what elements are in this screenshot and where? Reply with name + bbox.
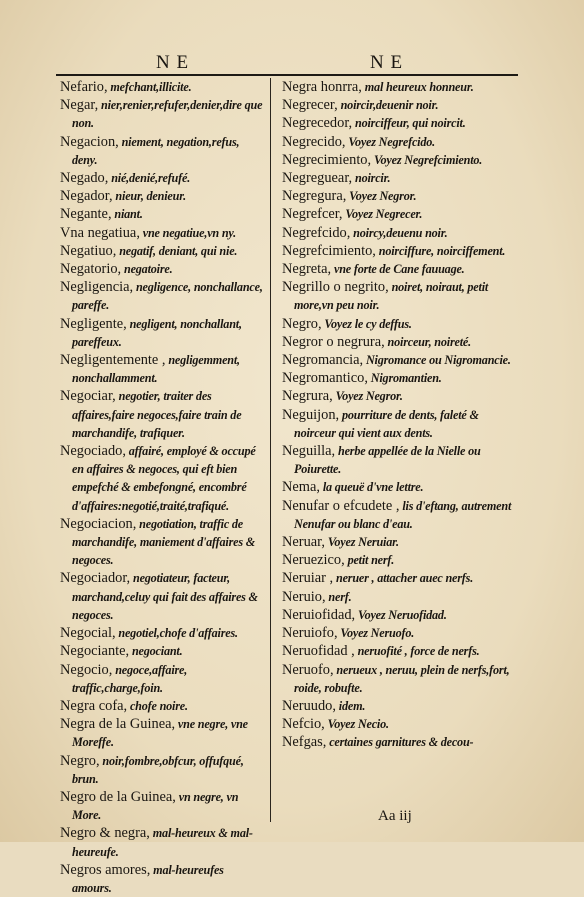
entry-headword: Negrillo o negrito, (282, 279, 389, 296)
entry-definition: Voyez Negror. (346, 189, 417, 204)
dictionary-entry (282, 588, 518, 606)
entry-headword: Negra honrra, (282, 79, 362, 95)
entry-headword: Negro de la Guinea, (60, 788, 176, 805)
entry-headword: Neguilla, (282, 443, 336, 460)
dictionary-entry (60, 387, 264, 442)
entry-headword: Negatorio, (60, 261, 122, 278)
entry-definition: noircy,deuenu noir. (350, 225, 448, 240)
dictionary-entry (60, 351, 264, 387)
entry-headword: Negreguear, (282, 170, 353, 187)
entry-definition: negatoire. (121, 262, 173, 277)
dictionary-entry (60, 715, 264, 751)
entry-headword: Negrefcimiento, (282, 242, 376, 259)
entry-definition: negligent, nonchallant, pareffeux. (72, 316, 242, 349)
entry-definition: Voyez Neruiar. (324, 535, 399, 550)
column-divider (270, 78, 271, 822)
entry-definition: pourriture de dents, faleté & noirceur qui vient aux dents. (294, 407, 479, 440)
dictionary-entry (282, 187, 518, 205)
entry-headword: Nefgas, (282, 734, 327, 751)
entry-definition: nerf. (325, 589, 352, 604)
dictionary-entry (60, 569, 264, 624)
dictionary-entry (282, 114, 518, 132)
header-right-letters: N E (370, 52, 404, 73)
entry-definition: nier,renier,refufer,denier,dire que non. (72, 98, 263, 131)
entry-headword: Negacion, (60, 133, 119, 150)
entry-definition: negotiateur, facteur, marchand,celuy qui fait des affaires & negoces. (72, 571, 258, 622)
entry-definition: niant. (111, 207, 143, 222)
entry-headword: Negror o negrura, (282, 333, 385, 350)
entry-definition: nerueux , neruu, plein de nerfs,fort, roide, robufte. (294, 662, 510, 695)
entry-definition: vne negre, vne Moreffe. (72, 717, 248, 750)
entry-definition: mefchant,illicite. (107, 80, 192, 94)
entry-definition: chofe noire. (127, 698, 188, 713)
entry-headword: Negocial, (60, 625, 116, 642)
dictionary-entry (60, 661, 264, 697)
dictionary-entry (282, 351, 518, 369)
dictionary-entry (282, 315, 518, 333)
entry-definition: lis d'eftang, autrement Nenufar ou blanc d'eau. (294, 498, 512, 531)
entry-headword: Negociador, (60, 570, 131, 587)
signature-mark: Aa iij (378, 808, 412, 824)
entry-definition: negoce,affaire, traffic,charge,foin. (72, 662, 188, 695)
entry-definition: Voyez le cy deffus. (321, 316, 412, 331)
dictionary-entry (282, 96, 518, 114)
entry-definition: petit nerf. (344, 553, 395, 568)
dictionary-entry (60, 169, 264, 187)
entry-headword: Negrecer, (282, 97, 338, 114)
header-left-letters: N E (156, 52, 190, 73)
entry-headword: Neruiar , (282, 570, 334, 587)
entry-headword: Negrecido, (282, 133, 346, 150)
entry-headword: Negrura, (282, 388, 333, 405)
entry-headword: Negador, (60, 188, 113, 205)
dictionary-entry (282, 733, 518, 751)
entry-headword: Neruofidad , (282, 643, 355, 660)
dictionary-entry (282, 697, 518, 715)
entry-headword: Negra cofa, (60, 697, 128, 714)
entry-headword: Negar, (60, 97, 99, 114)
dictionary-entry (60, 224, 264, 242)
entry-definition: noircir,deuenir noir. (337, 98, 439, 113)
left-column (60, 78, 264, 897)
entry-definition: Voyez Negrefcido. (345, 134, 436, 149)
entry-headword: Negros amores, (60, 861, 151, 878)
dictionary-entry (282, 497, 518, 533)
dictionary-entry (282, 278, 518, 314)
entry-headword: Negromantico, (282, 370, 368, 387)
entry-definition: vn negre, vn More. (72, 789, 239, 823)
dictionary-entry (60, 133, 264, 169)
entry-headword: Nema, (282, 479, 320, 496)
dictionary-entry (282, 642, 518, 660)
dictionary-entry (282, 333, 518, 351)
entry-definition: neruofité , force de nerfs. (354, 644, 480, 659)
entry-definition: mal-heureux & mal-heureufe. (72, 826, 253, 859)
entry-headword: Negrefcer, (282, 206, 343, 223)
entry-headword: Neruofo, (282, 661, 334, 678)
dictionary-entry (60, 187, 264, 205)
dictionary-entry (282, 661, 518, 697)
entry-headword: Negatiuo, (60, 242, 117, 259)
entry-definition: herbe appellée de la Nielle ou Poiurette. (294, 444, 481, 477)
entry-definition: Voyez Negrefcimiento. (371, 152, 483, 167)
dictionary-entry (282, 169, 518, 187)
dictionary-entry (60, 242, 264, 260)
entry-definition: Voyez Necio. (324, 717, 389, 732)
entry-headword: Neguijon, (282, 406, 340, 423)
entry-definition: Nigromance ou Nigromancie. (363, 353, 511, 368)
entry-definition: mal-heureufes amours. (72, 862, 224, 895)
dictionary-entry (282, 387, 518, 405)
entry-definition: Voyez Neruofo. (337, 626, 415, 641)
dictionary-entry (282, 551, 518, 569)
dictionary-entry (60, 78, 264, 96)
entry-definition: idem. (335, 698, 366, 713)
entry-headword: Negreta, (282, 261, 332, 278)
dictionary-entry (282, 478, 518, 496)
entry-definition: nieur, denieur. (112, 189, 186, 204)
dictionary-entry (60, 642, 264, 660)
entry-headword: Negromancia, (282, 352, 364, 369)
dictionary-entry (60, 788, 264, 824)
entry-headword: Negociar, (60, 388, 116, 405)
dictionary-entry (282, 242, 518, 260)
entry-definition: neruer , attacher auec nerfs. (333, 571, 474, 586)
entry-definition: vne forte de Cane fauuage. (331, 262, 465, 277)
entry-definition: affairé, employé & occupé en affaires & negoces, qui eft bien empefché & embefongné, encombré d'affaires:negotié,traité,trafiqué. (72, 444, 256, 513)
entry-definition: negatif, deniant, qui nie. (116, 243, 238, 258)
entry-definition: Voyez Negrecer. (342, 207, 423, 222)
entry-definition: noirceur, noireté. (384, 334, 471, 349)
entry-headword: Nefcio, (282, 716, 325, 733)
dictionary-entry (282, 205, 518, 223)
entry-definition: negligence, nonchallance, pareffe. (72, 280, 263, 313)
dictionary-entry (60, 697, 264, 715)
entry-headword: Negocio, (60, 661, 113, 678)
dictionary-entry (282, 533, 518, 551)
entry-definition: Voyez Neruofidad. (355, 607, 447, 622)
entry-definition: negotiation, traffic de marchandife, maniement d'affaires & negoces. (72, 516, 256, 568)
dictionary-entry (282, 569, 518, 587)
entry-headword: Vna negatiua, (60, 224, 140, 241)
dictionary-entry (60, 861, 264, 897)
dictionary-entry (60, 515, 264, 570)
entry-headword: Negligente, (60, 315, 127, 332)
entry-headword: Neruiofo, (282, 625, 338, 642)
entry-headword: Negligencia, (60, 279, 134, 296)
entry-definition: noircir. (352, 171, 391, 186)
dictionary-entry (282, 369, 518, 387)
entry-definition: noirciffeur, qui noircit. (352, 116, 466, 131)
dictionary-entry (282, 406, 518, 442)
entry-headword: Neruezico, (282, 552, 345, 569)
entry-headword: Negro, (282, 315, 322, 332)
entry-headword: Negociado, (60, 443, 126, 460)
entry-definition: Nigromantien. (367, 371, 442, 386)
entry-definition: certaines garnitures & decou- (326, 735, 474, 750)
entry-headword: Negrecedor, (282, 115, 353, 132)
entry-definition: negotiel,chofe d'affaires. (115, 626, 238, 641)
entry-definition: negociant. (129, 644, 183, 659)
dictionary-entry (282, 133, 518, 151)
entry-headword: Neruio, (282, 588, 326, 605)
dictionary-entry (282, 624, 518, 642)
dictionary-entry (60, 442, 264, 515)
dictionary-entry (282, 260, 518, 278)
entry-headword: Neruudo, (282, 697, 336, 714)
dictionary-entry (282, 78, 518, 96)
dictionary-entry (60, 260, 264, 278)
entry-definition: noirciffure, noirciffement. (375, 243, 506, 258)
entry-headword: Neruiofidad, (282, 606, 356, 623)
entry-headword: Negra de la Guinea, (60, 716, 176, 733)
entry-headword: Neruar, (282, 534, 325, 551)
entry-headword: Negrecimiento, (282, 151, 372, 168)
entry-headword: Negligentemente , (60, 352, 166, 369)
entry-definition: nié,denié,refufé. (108, 171, 191, 186)
entry-headword: Negado, (60, 170, 109, 187)
entry-headword: Negante, (60, 206, 112, 223)
dictionary-entry (282, 442, 518, 478)
entry-headword: Negregura, (282, 188, 347, 205)
entry-definition: negotier, traiter des affaires,faire negoces,faire train de marchandife, trafiquer. (72, 389, 242, 440)
entry-headword: Negociacion, (60, 515, 137, 532)
running-header (56, 50, 518, 76)
entry-headword: Nefario, (60, 79, 108, 95)
dictionary-entry (60, 96, 264, 132)
dictionary-entry (282, 151, 518, 169)
dictionary-entry (60, 624, 264, 642)
entry-definition: noiret, noiraut, petit more,vn peu noir. (294, 280, 489, 313)
entry-definition: Voyez Negror. (332, 389, 403, 404)
dictionary-entry (60, 752, 264, 788)
entry-headword: Negrefcido, (282, 224, 351, 241)
dictionary-entry (60, 205, 264, 223)
entry-definition: vne negatiue,vn ny. (139, 225, 237, 240)
entry-definition: mal heureux honneur. (361, 80, 474, 94)
entry-definition: la queuë d'vne lettre. (319, 480, 424, 495)
entry-definition: niement, negation,refus, deny. (72, 134, 240, 167)
dictionary-entry (282, 224, 518, 242)
dictionary-entry (60, 278, 264, 314)
right-column (282, 78, 518, 752)
entry-headword: Nenufar o efcudete , (282, 497, 400, 514)
dictionary-entry (60, 824, 264, 860)
entry-headword: Negro, (60, 752, 100, 769)
dictionary-entry (282, 606, 518, 624)
dictionary-entry (282, 715, 518, 733)
entry-headword: Negociante, (60, 643, 130, 660)
entry-definition: noir,fombre,obfcur, offufqué, brun. (72, 753, 244, 786)
dictionary-entry (60, 315, 264, 351)
entry-headword: Negro & negra, (60, 825, 150, 842)
entry-definition: negligemment, nonchallamment. (72, 353, 240, 386)
